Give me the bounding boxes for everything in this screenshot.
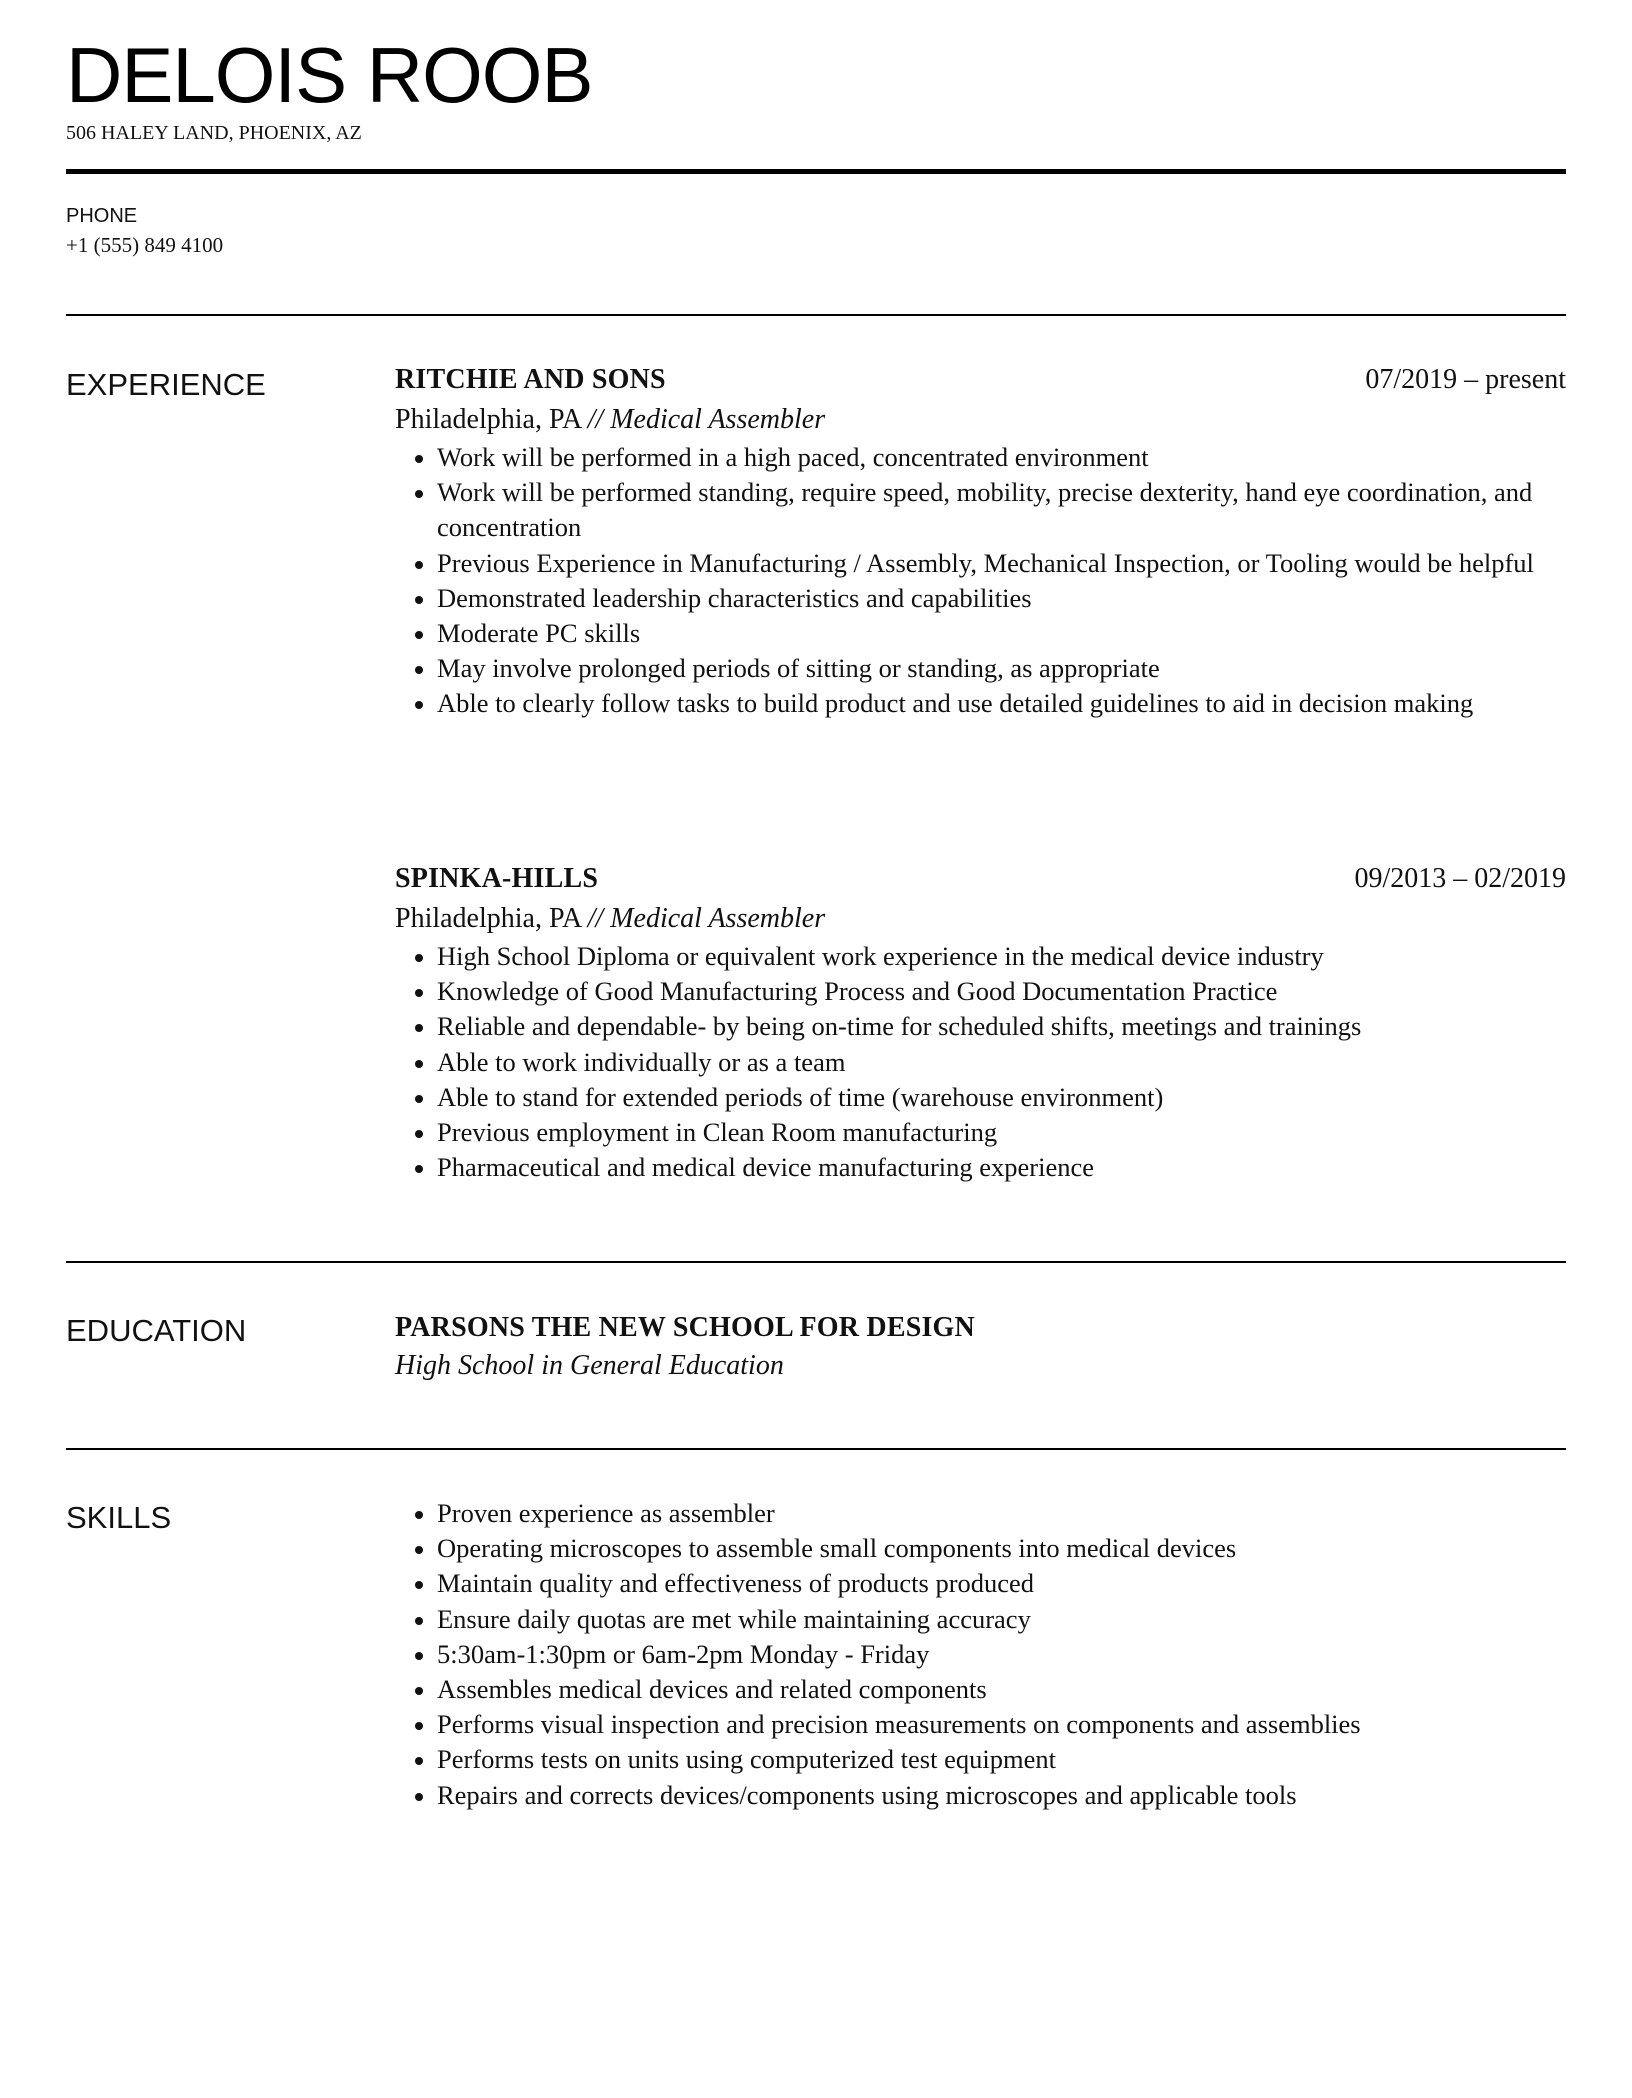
list-item-text: Operating microscopes to assemble small components into medical devices	[437, 1533, 1237, 1564]
bullet-icon	[415, 1060, 423, 1068]
list-item	[395, 1672, 1566, 1707]
list-item-text: Work will be performed standing, require speed, mobility, precise dexterity, hand eye coordination, and concentration	[437, 477, 1533, 543]
list-item-text: Proven experience as assembler	[437, 1498, 775, 1528]
list-item-text: Moderate PC skills	[437, 618, 641, 649]
list-item	[395, 1566, 1566, 1601]
employment-dates: 09/2013 – 02/2019	[1354, 863, 1566, 894]
bullet-icon	[415, 1581, 423, 1589]
list-item	[395, 1045, 1566, 1080]
job-bullet-list	[395, 939, 1566, 1185]
bullet-icon	[415, 1165, 423, 1173]
degree: High School in General Education	[395, 1350, 784, 1381]
list-item	[395, 1009, 1566, 1044]
employment-dates: 07/2019 – present	[1365, 364, 1566, 395]
list-item-text: Pharmaceutical and medical device manufacturing experience	[437, 1152, 1095, 1183]
list-item-text: 5:30am-1:30pm or 6am-2pm Monday - Friday	[437, 1638, 930, 1669]
bullet-icon	[415, 1546, 423, 1554]
education-section-title: EDUCATION	[66, 1313, 247, 1348]
bullet-icon	[415, 701, 423, 709]
job-bullet-list	[395, 440, 1566, 722]
list-item	[395, 1496, 1566, 1531]
list-item-text: Work will be performed in a high paced, concentrated environment	[437, 442, 1149, 472]
phone-label: PHONE	[66, 205, 138, 227]
list-item	[395, 616, 1566, 651]
list-item	[395, 440, 1566, 475]
experience-entry	[395, 362, 1566, 722]
bullet-icon	[415, 1687, 423, 1695]
list-item	[395, 581, 1566, 616]
candidate-name: DELOIS ROOB	[66, 31, 593, 119]
section-divider	[66, 1448, 1566, 1450]
job-role: Medical Assembler	[610, 404, 826, 435]
list-item	[395, 1637, 1566, 1672]
bullet-icon	[415, 631, 423, 639]
list-item-text: Able to clearly follow tasks to build product and use detailed guidelines to aid in decision making	[437, 688, 1474, 719]
list-item-text: May involve prolonged periods of sitting or standing, as appropriate	[437, 653, 1160, 684]
experience-section-title: EXPERIENCE	[66, 367, 266, 402]
list-item-text: High School Diploma or equivalent work experience in the medical device industry	[437, 941, 1324, 971]
role-separator: //	[587, 404, 604, 435]
list-item-text: Previous Experience in Manufacturing / Assembly, Mechanical Inspection, or Tooling would be helpful	[437, 547, 1534, 578]
list-item-text: Maintain quality and effectiveness of products produced	[437, 1568, 1035, 1599]
list-item	[395, 1742, 1566, 1777]
list-item	[395, 1080, 1566, 1115]
candidate-address: 506 HALEY LAND, PHOENIX, AZ	[66, 122, 362, 144]
phone-value: +1 (555) 849 4100	[66, 233, 224, 257]
list-item	[395, 974, 1566, 1009]
list-item-text: Able to stand for extended periods of time (warehouse environment)	[437, 1081, 1164, 1112]
bullet-icon	[415, 666, 423, 674]
skills-entry	[395, 1496, 1566, 1813]
list-item	[395, 1531, 1566, 1566]
bullet-icon	[415, 1095, 423, 1103]
list-item	[395, 1602, 1566, 1637]
school-name: PARSONS THE NEW SCHOOL FOR DESIGN	[395, 1312, 975, 1343]
bullet-icon	[415, 1757, 423, 1765]
experience-entry	[395, 861, 1566, 1185]
section-divider	[66, 314, 1566, 316]
job-location-role	[395, 899, 1566, 939]
list-item	[395, 475, 1566, 545]
list-item-text: Performs tests on units using computerized test equipment	[437, 1744, 1056, 1775]
bullet-icon	[415, 561, 423, 569]
bullet-icon	[415, 1722, 423, 1730]
section-divider	[66, 1261, 1566, 1263]
bullet-icon	[415, 455, 423, 463]
bullet-icon	[415, 989, 423, 997]
bullet-icon	[415, 1652, 423, 1660]
list-item	[395, 686, 1566, 721]
job-location-role	[395, 400, 1566, 440]
list-item	[395, 546, 1566, 581]
header-divider	[66, 169, 1566, 174]
list-item-text: Performs visual inspection and precision measurements on components and assemblies	[437, 1709, 1361, 1740]
list-item	[395, 1778, 1566, 1813]
bullet-icon	[415, 1793, 423, 1801]
bullet-icon	[415, 490, 423, 498]
list-item	[395, 651, 1566, 686]
education-entry	[395, 1310, 1566, 1386]
list-item-text: Reliable and dependable- by being on-time for scheduled shifts, meetings and trainings	[437, 1011, 1362, 1042]
list-item-text: Repairs and corrects devices/components using microscopes and applicable tools	[437, 1779, 1297, 1810]
job-header	[395, 861, 1566, 899]
list-item-text: Ensure daily quotas are met while maintaining accuracy	[437, 1603, 1031, 1634]
company-name: SPINKA-HILLS	[395, 863, 599, 894]
list-item-text: Demonstrated leadership characteristics and capabilities	[437, 582, 1032, 613]
list-item-text: Knowledge of Good Manufacturing Process and Good Documentation Practice	[437, 976, 1278, 1007]
bullet-icon	[415, 1511, 423, 1519]
bullet-icon	[415, 1130, 423, 1138]
list-item-text: Assembles medical devices and related components	[437, 1674, 987, 1705]
list-item	[395, 939, 1566, 974]
list-item	[395, 1150, 1566, 1185]
job-location: Philadelphia, PA	[395, 404, 581, 435]
company-name: RITCHIE AND SONS	[395, 364, 666, 395]
list-item-text: Previous employment in Clean Room manufacturing	[437, 1117, 998, 1148]
job-role: Medical Assembler	[610, 903, 826, 934]
bullet-icon	[415, 954, 423, 962]
skills-section-title: SKILLS	[66, 1500, 172, 1535]
job-header	[395, 362, 1566, 400]
role-separator: //	[587, 903, 604, 934]
list-item	[395, 1707, 1566, 1742]
list-item	[395, 1115, 1566, 1150]
skills-bullet-list	[395, 1496, 1566, 1813]
bullet-icon	[415, 596, 423, 604]
list-item-text: Able to work individually or as a team	[437, 1046, 846, 1077]
job-location: Philadelphia, PA	[395, 903, 581, 934]
bullet-icon	[415, 1024, 423, 1032]
bullet-icon	[415, 1617, 423, 1625]
